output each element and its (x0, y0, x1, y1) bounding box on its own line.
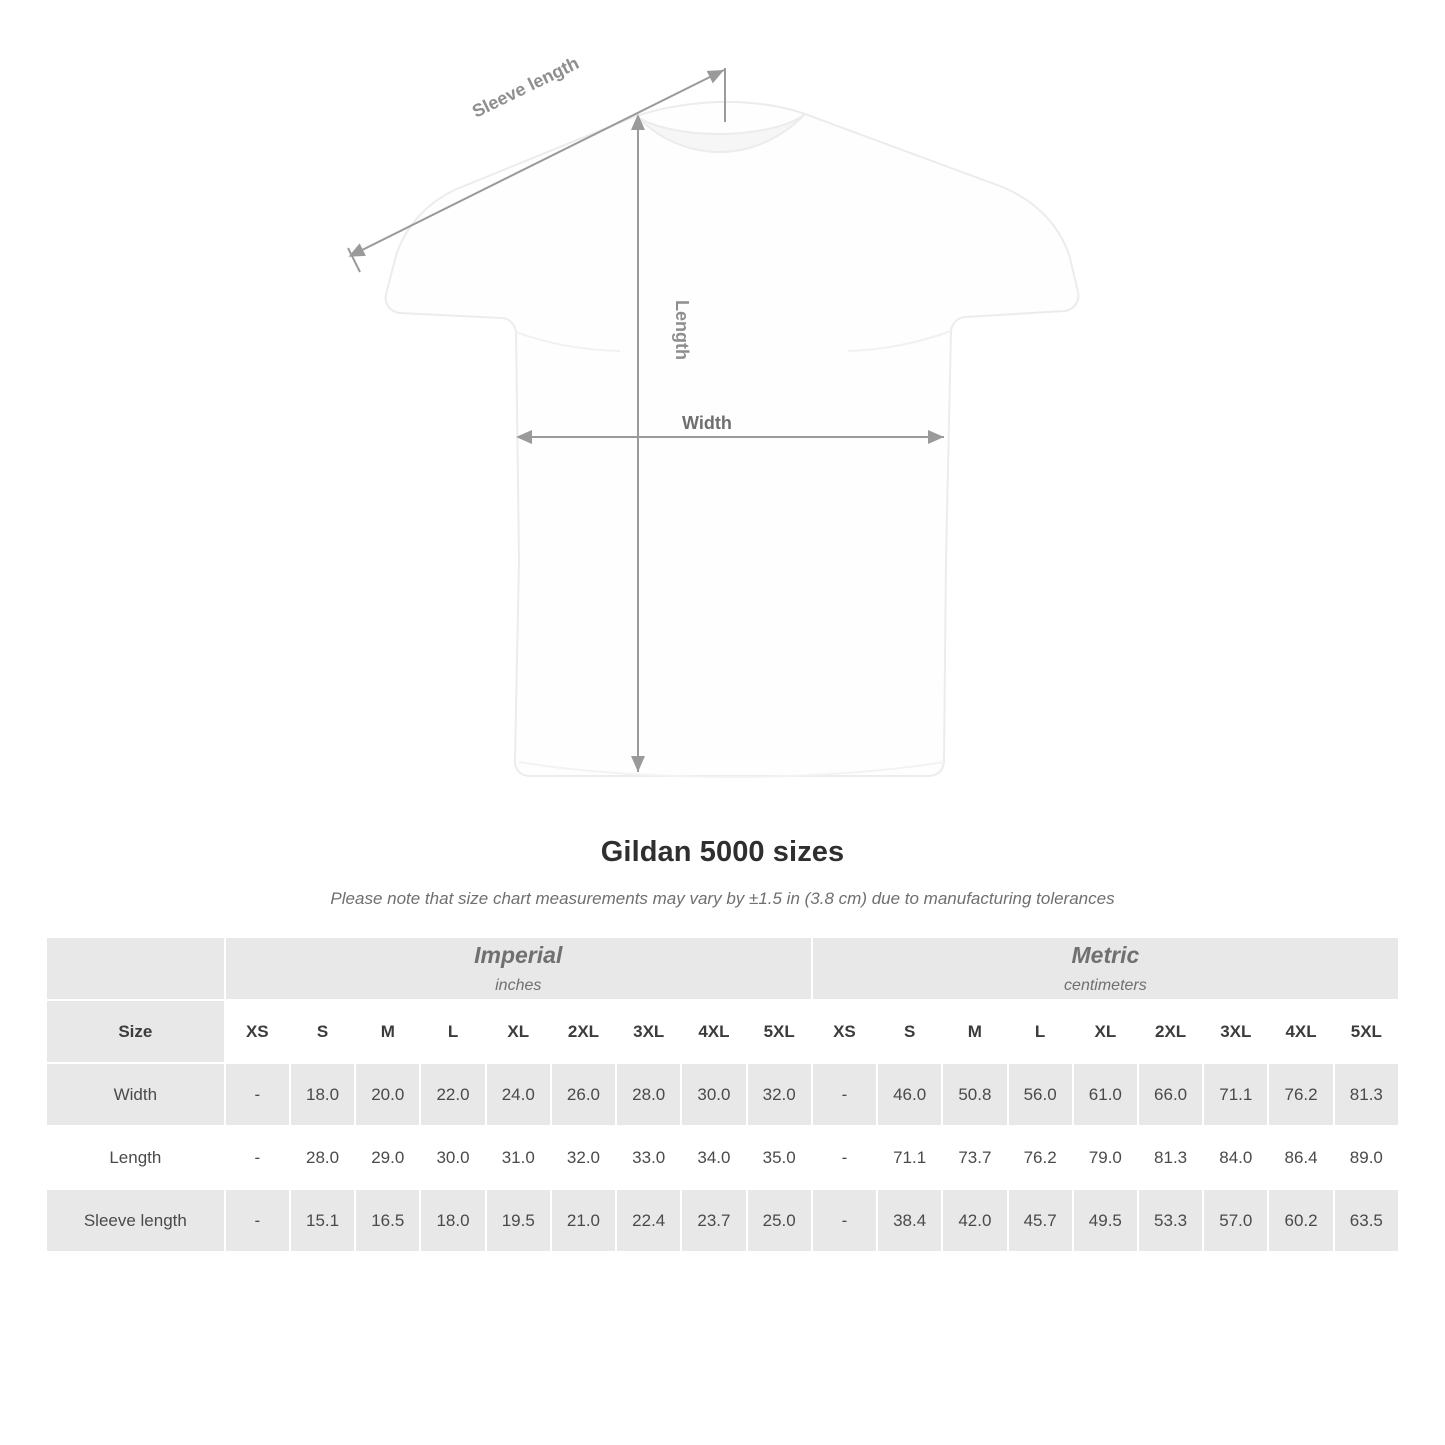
unit-group-imperial (225, 937, 812, 1000)
cell-length-imperial-xl: 31.0 (486, 1126, 551, 1189)
cell-length-imperial-m: 29.0 (355, 1126, 420, 1189)
length-label: Length (672, 300, 692, 360)
cell-sleeve-metric-xs: - (812, 1189, 877, 1252)
size-header-label: Size (46, 1000, 225, 1063)
size-col-metric-xs: XS (812, 1000, 877, 1063)
page-title: Gildan 5000 sizes (600, 836, 845, 868)
cell-sleeve-imperial-3xl: 22.4 (616, 1189, 681, 1252)
cell-sleeve-imperial-l: 18.0 (420, 1189, 485, 1252)
cell-width-metric-5xl: 81.3 (1334, 1063, 1399, 1126)
cell-width-metric-xs: - (812, 1063, 877, 1126)
cell-width-imperial-s: 18.0 (290, 1063, 355, 1126)
cell-length-metric-2xl: 81.3 (1138, 1126, 1203, 1189)
size-col-metric-5xl: 5XL (1334, 1000, 1399, 1063)
cell-sleeve-metric-m: 42.0 (942, 1189, 1007, 1252)
width-label: Width (682, 413, 732, 433)
cell-width-imperial-xs: - (225, 1063, 290, 1126)
cell-length-metric-xs: - (812, 1126, 877, 1189)
cell-width-metric-xl: 61.0 (1073, 1063, 1138, 1126)
size-col-imperial-s: S (290, 1000, 355, 1063)
cell-width-imperial-xl: 24.0 (486, 1063, 551, 1126)
cell-sleeve-imperial-2xl: 21.0 (551, 1189, 616, 1252)
unit-name-metric: Metric (1071, 941, 1140, 968)
size-col-imperial-xl: XL (486, 1000, 551, 1063)
cell-length-imperial-2xl: 32.0 (551, 1126, 616, 1189)
cell-length-metric-m: 73.7 (942, 1126, 1007, 1189)
table-row (46, 1189, 1399, 1252)
cell-sleeve-imperial-4xl: 23.7 (681, 1189, 746, 1252)
cell-length-metric-s: 71.1 (877, 1126, 942, 1189)
cell-width-metric-m: 50.8 (942, 1063, 1007, 1126)
cell-length-metric-5xl: 89.0 (1334, 1126, 1399, 1189)
size-col-imperial-xs: XS (225, 1000, 290, 1063)
row-label-width: Width (46, 1063, 225, 1126)
size-col-imperial-l: L (420, 1000, 485, 1063)
cell-width-imperial-4xl: 30.0 (681, 1063, 746, 1126)
cell-length-metric-xl: 79.0 (1073, 1126, 1138, 1189)
cell-length-imperial-3xl: 33.0 (616, 1126, 681, 1189)
cell-width-imperial-m: 20.0 (355, 1063, 420, 1126)
size-header-row (46, 1000, 1399, 1063)
title-block (0, 836, 1445, 909)
cell-width-metric-4xl: 76.2 (1268, 1063, 1333, 1126)
cell-length-metric-3xl: 84.0 (1203, 1126, 1268, 1189)
unit-header-row (46, 937, 1399, 1000)
cell-length-imperial-5xl: 35.0 (747, 1126, 812, 1189)
cell-width-metric-s: 46.0 (877, 1063, 942, 1126)
cell-sleeve-metric-3xl: 57.0 (1203, 1189, 1268, 1252)
unit-sub-metric: centimeters (1064, 977, 1147, 995)
cell-sleeve-imperial-m: 16.5 (355, 1189, 420, 1252)
cell-sleeve-metric-4xl: 60.2 (1268, 1189, 1333, 1252)
cell-width-metric-l: 56.0 (1008, 1063, 1073, 1126)
size-col-metric-4xl: 4XL (1268, 1000, 1333, 1063)
cell-width-imperial-2xl: 26.0 (551, 1063, 616, 1126)
sleeve-length-label: Sleeve length (468, 52, 583, 122)
row-label-length: Length (46, 1126, 225, 1189)
cell-sleeve-imperial-xl: 19.5 (486, 1189, 551, 1252)
size-col-metric-s: S (877, 1000, 942, 1063)
cell-length-imperial-s: 28.0 (290, 1126, 355, 1189)
cell-sleeve-metric-s: 38.4 (877, 1189, 942, 1252)
tolerance-note: Please note that size chart measurements may vary by ±1.5 in (3.8 cm) due to manufacturing tolerances (330, 889, 1115, 908)
size-table (45, 936, 1400, 1253)
size-col-metric-3xl: 3XL (1203, 1000, 1268, 1063)
size-col-metric-m: M (942, 1000, 1007, 1063)
cell-sleeve-imperial-s: 15.1 (290, 1189, 355, 1252)
unit-group-metric (812, 937, 1399, 1000)
cell-width-metric-2xl: 66.0 (1138, 1063, 1203, 1126)
tshirt-shape (386, 102, 1079, 777)
cell-length-imperial-l: 30.0 (420, 1126, 485, 1189)
size-table-wrap (45, 936, 1400, 1253)
size-col-imperial-4xl: 4XL (681, 1000, 746, 1063)
size-col-imperial-5xl: 5XL (747, 1000, 812, 1063)
cell-length-imperial-4xl: 34.0 (681, 1126, 746, 1189)
cell-sleeve-metric-2xl: 53.3 (1138, 1189, 1203, 1252)
cell-width-imperial-3xl: 28.0 (616, 1063, 681, 1126)
size-col-imperial-m: M (355, 1000, 420, 1063)
cell-width-metric-3xl: 71.1 (1203, 1063, 1268, 1126)
cell-length-metric-4xl: 86.4 (1268, 1126, 1333, 1189)
size-col-metric-xl: XL (1073, 1000, 1138, 1063)
size-col-metric-l: L (1008, 1000, 1073, 1063)
cell-length-metric-l: 76.2 (1008, 1126, 1073, 1189)
unit-corner-cell (46, 937, 225, 1000)
cell-sleeve-metric-l: 45.7 (1008, 1189, 1073, 1252)
row-label-sleeve-length: Sleeve length (46, 1189, 225, 1252)
unit-sub-imperial: inches (495, 977, 542, 995)
cell-sleeve-imperial-5xl: 25.0 (747, 1189, 812, 1252)
size-col-metric-2xl: 2XL (1138, 1000, 1203, 1063)
cell-sleeve-metric-5xl: 63.5 (1334, 1189, 1399, 1252)
table-row (46, 1063, 1399, 1126)
size-col-imperial-3xl: 3XL (616, 1000, 681, 1063)
cell-sleeve-imperial-xs: - (225, 1189, 290, 1252)
cell-sleeve-metric-xl: 49.5 (1073, 1189, 1138, 1252)
cell-width-imperial-5xl: 32.0 (747, 1063, 812, 1126)
cell-length-imperial-xs: - (225, 1126, 290, 1189)
size-col-imperial-2xl: 2XL (551, 1000, 616, 1063)
table-row (46, 1126, 1399, 1189)
unit-name-imperial: Imperial (474, 941, 563, 968)
cell-width-imperial-l: 22.0 (420, 1063, 485, 1126)
